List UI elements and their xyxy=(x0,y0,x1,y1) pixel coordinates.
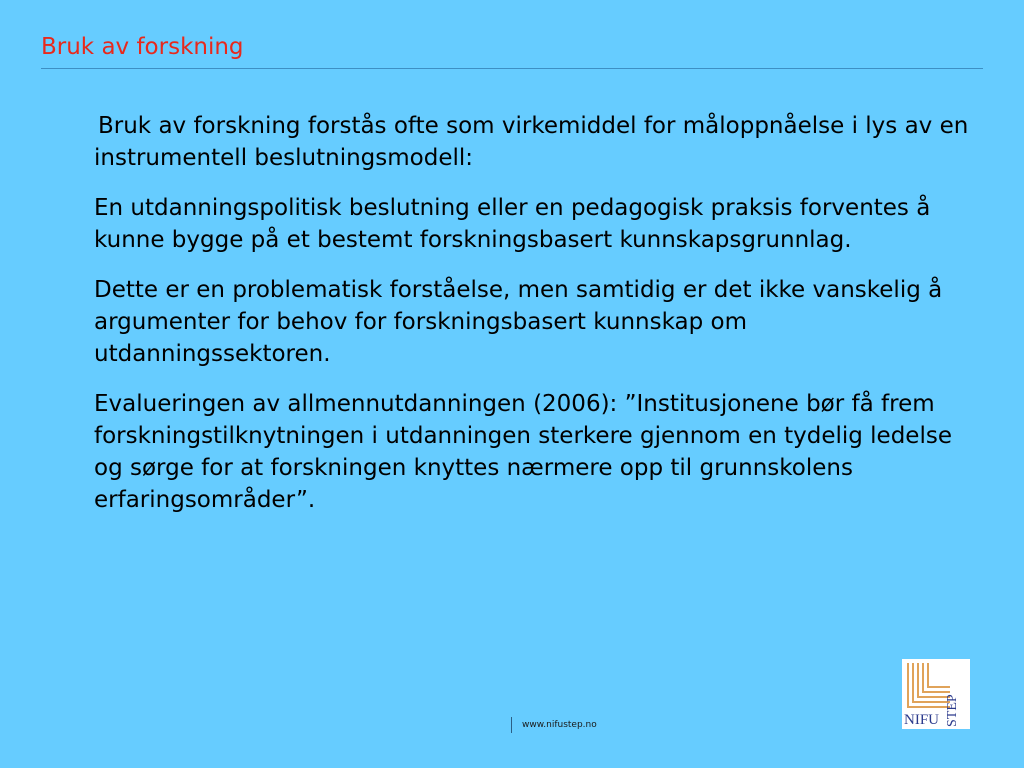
paragraph-1: Bruk av forskning forstås ofte som virkemiddel for måloppnåelse i lys av en instrumentell beslutningsmodell: xyxy=(94,113,969,171)
slide-title: Bruk av forskning xyxy=(41,34,244,60)
nifu-step-logo xyxy=(902,659,970,729)
slide-body xyxy=(94,110,974,534)
paragraph-2: En utdanningspolitisk beslutning eller en pedagogisk praksis forventes å kunne bygge på et bestemt forskningsbasert kunnskapsgrunnlag. xyxy=(94,195,931,253)
paragraph-3: Dette er en problematisk forståelse, men samtidig er det ikke vanskelig å argumenter for behov for forskningsbasert kunnskap om utdanningssektoren. xyxy=(94,277,943,367)
paragraph-4: Evalueringen av allmennutdanningen (2006): ”Institusjonene bør få frem forskningstilknytningen i utdanningen sterkere gjennom en tydelig ledelse og sørge for at forskningen knyttes nærmere opp til grunnskolens erfaringsområder”. xyxy=(94,391,952,513)
logo-text-left: NIFU xyxy=(904,712,940,728)
logo-text-right: STEP xyxy=(945,694,960,727)
footer-url: www.nifustep.no xyxy=(522,720,597,730)
footer-divider xyxy=(511,717,512,733)
title-divider xyxy=(41,68,983,69)
